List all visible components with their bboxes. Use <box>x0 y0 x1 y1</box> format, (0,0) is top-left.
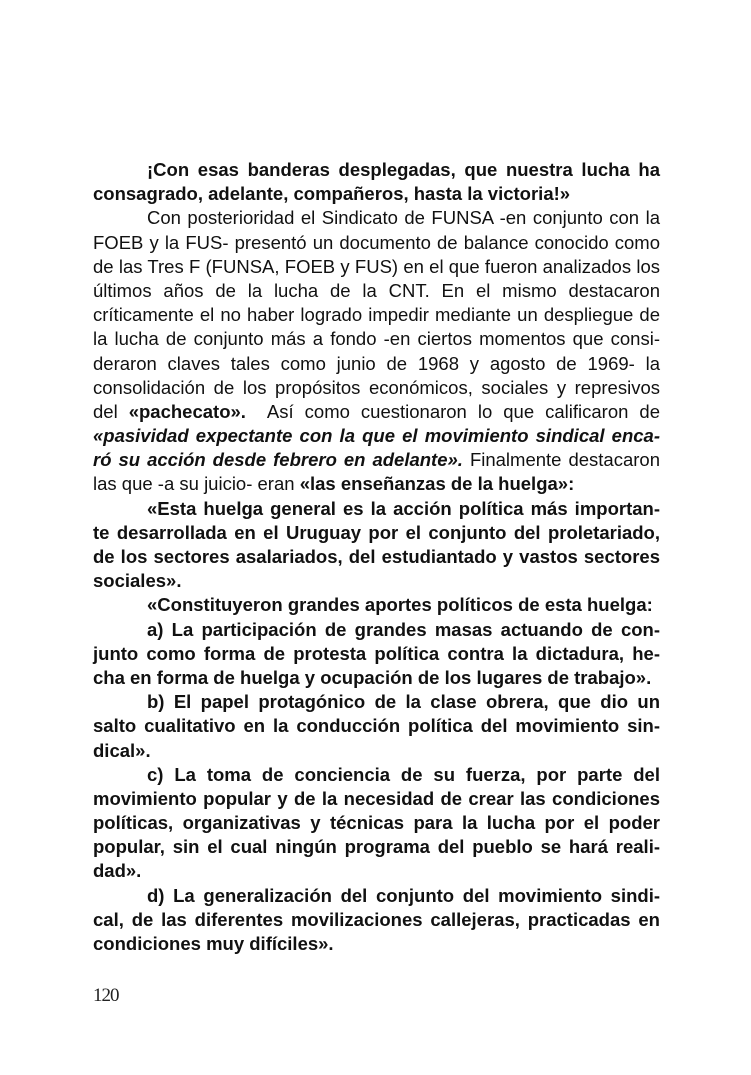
text-line <box>93 618 660 642</box>
text-line <box>93 932 660 956</box>
text-run: Finalmente destacaron <box>462 449 660 471</box>
text-run: consolidación de los propósitos económicos, sociales y represivos <box>93 376 660 398</box>
bold-text: salto cualitativo en la conducción política del movimiento sin- <box>93 715 660 737</box>
bold-text: «Esta huelga general es la acción política más importan- <box>147 497 660 519</box>
bold-text: cal, de las diferentes movilizaciones callejeras, practicadas en <box>93 908 660 930</box>
text-line <box>93 182 660 206</box>
text-line <box>93 714 660 738</box>
text-line <box>93 908 660 932</box>
text-line <box>93 424 660 448</box>
bold-text: políticas, organizativas y técnicas para la lucha por el poder <box>93 812 660 834</box>
text-line <box>93 352 660 376</box>
bold-text: movimiento popular y de la necesidad de crear las condiciones <box>93 787 660 809</box>
text-run: del <box>93 400 129 422</box>
text-line <box>93 593 660 617</box>
bold-text: b) El papel protagónico de la clase obrera, que dio un <box>147 691 660 713</box>
bold-italic-text: ró su acción desde febrero en adelante». <box>93 449 463 471</box>
text-run: Con posterioridad el Sindicato de FUNSA -en conjunto con la <box>147 207 660 229</box>
page-number: 120 <box>93 985 119 1006</box>
text-line <box>93 835 660 859</box>
text-run: la lucha de conjunto más a fondo -en ciertos momentos que consi- <box>93 328 660 350</box>
text-run: últimos años de la lucha de la CNT. En el mismo destacaron <box>93 279 660 301</box>
bold-text: de los sectores asalariados, del estudiantado y vastos sectores <box>93 546 660 567</box>
text-line <box>93 255 660 279</box>
bold-text: dad». <box>93 860 142 882</box>
bold-text: condiciones muy difíciles». <box>93 933 334 954</box>
text-line <box>93 763 660 787</box>
bold-text: ¡Con esas banderas desplegadas, que nuestra lucha ha <box>147 159 660 180</box>
bold-text: cha en forma de huelga y ocupación de los lugares de trabajo». <box>93 666 652 688</box>
text-run: críticamente el no haber logrado impedir mediante un despliegue de <box>93 304 660 326</box>
text-line <box>93 231 660 255</box>
body-text <box>93 158 660 956</box>
text-run: Así como cuestionaron lo que calificaron de <box>245 400 660 422</box>
bold-text: consagrado, adelante, compañeros, hasta la victoria!» <box>93 183 571 205</box>
bold-text: popular, sin el cual ningún programa del pueblo se hará reali- <box>93 836 660 858</box>
text-line <box>93 545 660 569</box>
bold-text: «las enseñanzas de la huelga»: <box>299 473 575 495</box>
bold-text: d) La generalización del conjunto del movimiento sindi- <box>147 884 660 906</box>
bold-text: te desarrollada en el Uruguay por el conjunto del proletariado, <box>93 521 660 543</box>
text-line <box>93 472 660 496</box>
text-line <box>93 690 660 714</box>
text-line <box>93 448 660 472</box>
bold-italic-text: «pasividad expectante con la que el movimiento sindical enca- <box>93 425 660 447</box>
text-line <box>93 400 660 424</box>
text-line <box>93 859 660 883</box>
text-run: FOEB y la FUS- presentó un documento de balance conocido como <box>93 231 660 253</box>
text-line <box>93 158 660 182</box>
text-line <box>93 376 660 400</box>
text-line <box>93 569 660 593</box>
text-line <box>93 521 660 545</box>
bold-text: a) La participación de grandes masas actuando de con- <box>147 618 660 640</box>
text-line <box>93 884 660 908</box>
text-line <box>93 279 660 303</box>
text-run: deraron claves tales como junio de 1968 y agosto de 1969- la <box>93 352 660 374</box>
bold-text: «pachecato». <box>128 400 246 422</box>
bold-text: «Constituyeron grandes aportes políticos de esta huelga: <box>147 594 653 616</box>
text-line <box>93 811 660 835</box>
text-line <box>93 739 660 763</box>
text-line <box>93 666 660 690</box>
text-line <box>93 497 660 521</box>
text-line <box>93 206 660 230</box>
text-line <box>93 787 660 811</box>
bold-text: c) La toma de conciencia de su fuerza, por parte del <box>147 763 660 785</box>
text-line <box>93 303 660 327</box>
text-run: de las Tres F (FUNSA, FOEB y FUS) en el que fueron analizados los <box>93 255 660 277</box>
bold-text: dical». <box>93 739 151 761</box>
bold-text: sociales». <box>93 570 182 592</box>
text-run: las que -a su juicio- eran <box>93 473 300 495</box>
text-line <box>93 642 660 666</box>
bold-text: junto como forma de protesta política contra la dictadura, he- <box>93 642 660 664</box>
text-line <box>93 327 660 351</box>
